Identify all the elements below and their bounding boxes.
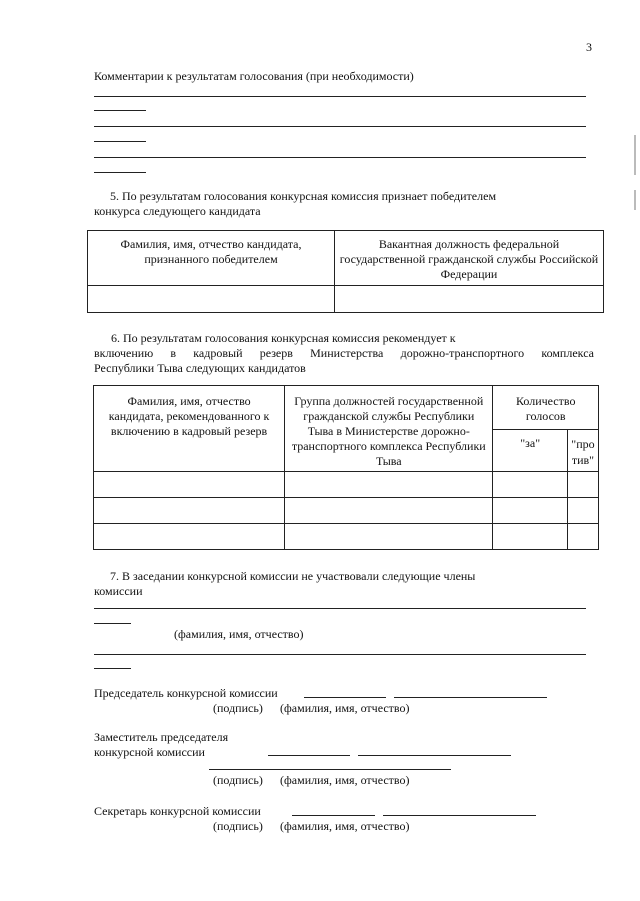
chair-sign-caption: (подпись) <box>213 701 263 715</box>
chair-fio-line[interactable] <box>394 697 547 698</box>
comment-line[interactable] <box>94 172 146 173</box>
reserve-cell[interactable] <box>567 472 598 498</box>
table-row <box>94 524 599 550</box>
section7-text-line2: комиссии <box>94 584 143 598</box>
reserve-cell[interactable] <box>285 498 493 524</box>
section7-fio-caption: (фамилия, имя, отчество) <box>174 627 304 641</box>
chair-signature-line[interactable] <box>304 697 386 698</box>
reserve-table <box>93 385 599 550</box>
deputy-fio-caption: (фамилия, имя, отчество) <box>280 773 410 787</box>
chair-label: Председатель конкурсной комиссии <box>94 686 278 700</box>
deputy-label-line2: конкурсной комиссии <box>94 745 205 759</box>
reserve-cell[interactable] <box>567 524 598 550</box>
reserve-table-header-group: Группа должностей государственной гражданской службы Республики Тыва в Министерстве дорожно-транспортного комплекса Республики Тыва <box>285 386 493 472</box>
reserve-cell[interactable] <box>567 498 598 524</box>
comment-line[interactable] <box>94 157 586 158</box>
absent-member-line[interactable] <box>94 654 586 655</box>
deputy-underline <box>209 769 451 770</box>
comment-line[interactable] <box>94 96 586 97</box>
reserve-table-header-for: "за" <box>493 430 567 472</box>
page-number: 3 <box>586 40 592 54</box>
section6-text-line1: 6. По результатам голосования конкурсная комиссия рекомендует к <box>111 331 456 345</box>
winner-table-header-name: Фамилия, имя, отчество кандидата, признанного победителем <box>88 231 335 286</box>
comments-heading: Комментарии к результатам голосования (при необходимости) <box>94 69 414 83</box>
winner-table-cell-name[interactable] <box>88 286 335 313</box>
section5-text-line1: 5. По результатам голосования конкурсная комиссия признает победителем <box>110 189 497 203</box>
winner-table <box>87 230 604 313</box>
comment-line[interactable] <box>94 141 146 142</box>
scan-artifact <box>634 190 636 210</box>
reserve-cell[interactable] <box>493 498 567 524</box>
comment-line[interactable] <box>94 126 586 127</box>
reserve-cell[interactable] <box>94 472 285 498</box>
section6-text-line3: Республики Тыва следующих кандидатов <box>94 361 306 375</box>
deputy-label-line1: Заместитель председателя <box>94 730 229 744</box>
absent-member-line[interactable] <box>94 623 131 624</box>
reserve-cell[interactable] <box>94 524 285 550</box>
reserve-cell[interactable] <box>285 524 493 550</box>
winner-table-cell-position[interactable] <box>335 286 604 313</box>
deputy-sign-caption: (подпись) <box>213 773 263 787</box>
secretary-label: Секретарь конкурсной комиссии <box>94 804 261 818</box>
comment-line[interactable] <box>94 110 146 111</box>
winner-table-header-position: Вакантная должность федеральной государственной гражданской службы Российской Федерации <box>335 231 604 286</box>
secretary-fio-line[interactable] <box>383 815 536 816</box>
reserve-cell[interactable] <box>94 498 285 524</box>
secretary-sign-caption: (подпись) <box>213 819 263 833</box>
scan-artifact <box>634 135 636 175</box>
reserve-cell[interactable] <box>493 472 567 498</box>
absent-member-line[interactable] <box>94 608 586 609</box>
chair-fio-caption: (фамилия, имя, отчество) <box>280 701 410 715</box>
reserve-table-header-votes: Количество голосов <box>493 386 599 430</box>
reserve-cell[interactable] <box>285 472 493 498</box>
reserve-table-header-against: "про тив" <box>567 430 598 472</box>
secretary-fio-caption: (фамилия, имя, отчество) <box>280 819 410 833</box>
deputy-fio-line[interactable] <box>358 755 511 756</box>
deputy-signature-line[interactable] <box>268 755 350 756</box>
table-row <box>94 472 599 498</box>
secretary-signature-line[interactable] <box>292 815 375 816</box>
section7-text-line1: 7. В заседании конкурсной комиссии не участвовали следующие члены <box>110 569 476 583</box>
section5-text-line2: конкурса следующего кандидата <box>94 204 261 218</box>
section6-text-line2: включению в кадровый резерв Министерства дорожно-транспортного комплекса <box>94 346 594 360</box>
reserve-cell[interactable] <box>493 524 567 550</box>
reserve-table-header-name: Фамилия, имя, отчество кандидата, рекомендованного к включению в кадровый резерв <box>94 386 285 472</box>
table-row <box>94 498 599 524</box>
absent-member-line[interactable] <box>94 668 131 669</box>
